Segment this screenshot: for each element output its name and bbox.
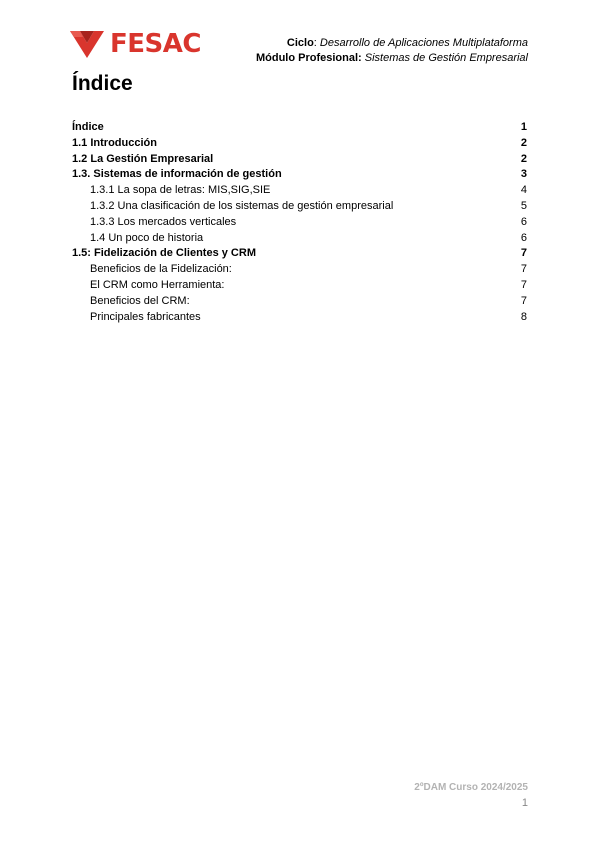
page-header bbox=[0, 0, 600, 70]
toc-entry-page: 3 bbox=[520, 168, 527, 181]
toc-entry-page: 8 bbox=[520, 310, 527, 323]
toc-entry-title: 1.3. Sistemas de información de gestión bbox=[72, 168, 282, 181]
modulo-value: Sistemas de Gestión Empresarial bbox=[364, 52, 528, 64]
ciclo-line: Ciclo: Desarrollo de Aplicaciones Multiplataforma bbox=[286, 37, 528, 49]
toc-entry-title: Beneficios del CRM: bbox=[90, 294, 190, 307]
toc-entry-page: 5 bbox=[520, 199, 527, 212]
toc-entry-title: 1.4 Un poco de historia bbox=[90, 231, 204, 244]
fesac-logo bbox=[70, 28, 201, 60]
toc-entry-page: 6 bbox=[520, 215, 527, 228]
toc-entry-title: 1.3.3 Los mercados verticales bbox=[90, 215, 237, 228]
toc-entry-page: 1 bbox=[520, 121, 527, 133]
toc-entry[interactable] bbox=[72, 310, 527, 326]
logo-text: FESAC bbox=[110, 29, 201, 59]
toc-entry[interactable] bbox=[72, 152, 527, 168]
toc-entry-page: 7 bbox=[520, 278, 527, 291]
toc-entry-page: 6 bbox=[520, 231, 527, 244]
toc-entry-title: 1.3.1 La sopa de letras: MIS,SIG,SIE bbox=[90, 184, 271, 197]
toc-entry-page: 7 bbox=[520, 247, 527, 260]
toc-entry-page: 4 bbox=[520, 184, 527, 197]
toc-entry[interactable] bbox=[72, 120, 527, 136]
toc-entry[interactable] bbox=[72, 262, 527, 278]
footer-course: 2ºDAM Curso 2024/2025 bbox=[414, 782, 528, 793]
table-of-contents bbox=[72, 120, 527, 325]
page-number: 1 bbox=[521, 797, 528, 809]
toc-entry[interactable] bbox=[72, 294, 527, 310]
toc-entry-page: 2 bbox=[520, 136, 527, 149]
toc-entry-page: 2 bbox=[520, 152, 527, 165]
toc-entry-title: El CRM como Herramienta: bbox=[90, 278, 225, 291]
toc-entry[interactable] bbox=[72, 167, 527, 183]
toc-entry-page: 7 bbox=[520, 263, 527, 276]
ciclo-value: Desarrollo de Aplicaciones Multiplataforma bbox=[319, 37, 528, 49]
toc-entry-title: 1.2 La Gestión Empresarial bbox=[72, 152, 214, 165]
toc-entry-title: Beneficios de la Fidelización: bbox=[90, 263, 232, 276]
page-title: Índice bbox=[72, 72, 133, 95]
toc-entry[interactable] bbox=[72, 246, 527, 262]
toc-entry-title: Principales fabricantes bbox=[90, 310, 201, 323]
modulo-line bbox=[256, 51, 528, 66]
toc-entry[interactable] bbox=[72, 183, 527, 199]
toc-entry[interactable] bbox=[72, 199, 527, 215]
ciclo-label: Ciclo bbox=[286, 37, 314, 49]
toc-entry-title: 1.3.2 Una clasificación de los sistemas de gestión empresarial bbox=[90, 199, 394, 212]
toc-entry-title: 1.1 Introducción bbox=[72, 136, 157, 149]
toc-entry-title: 1.5: Fidelización de Clientes y CRM bbox=[72, 247, 256, 260]
toc-entry[interactable] bbox=[72, 136, 527, 152]
toc-entry[interactable] bbox=[72, 215, 527, 231]
modulo-label: Módulo Profesional: bbox=[255, 52, 362, 64]
toc-entry-title: Índice bbox=[72, 121, 104, 133]
fesac-emblem-icon bbox=[70, 29, 104, 59]
header-info bbox=[256, 36, 528, 66]
toc-entry[interactable] bbox=[72, 278, 527, 294]
toc-entry-page: 7 bbox=[520, 294, 527, 307]
toc-entry[interactable] bbox=[72, 231, 527, 247]
